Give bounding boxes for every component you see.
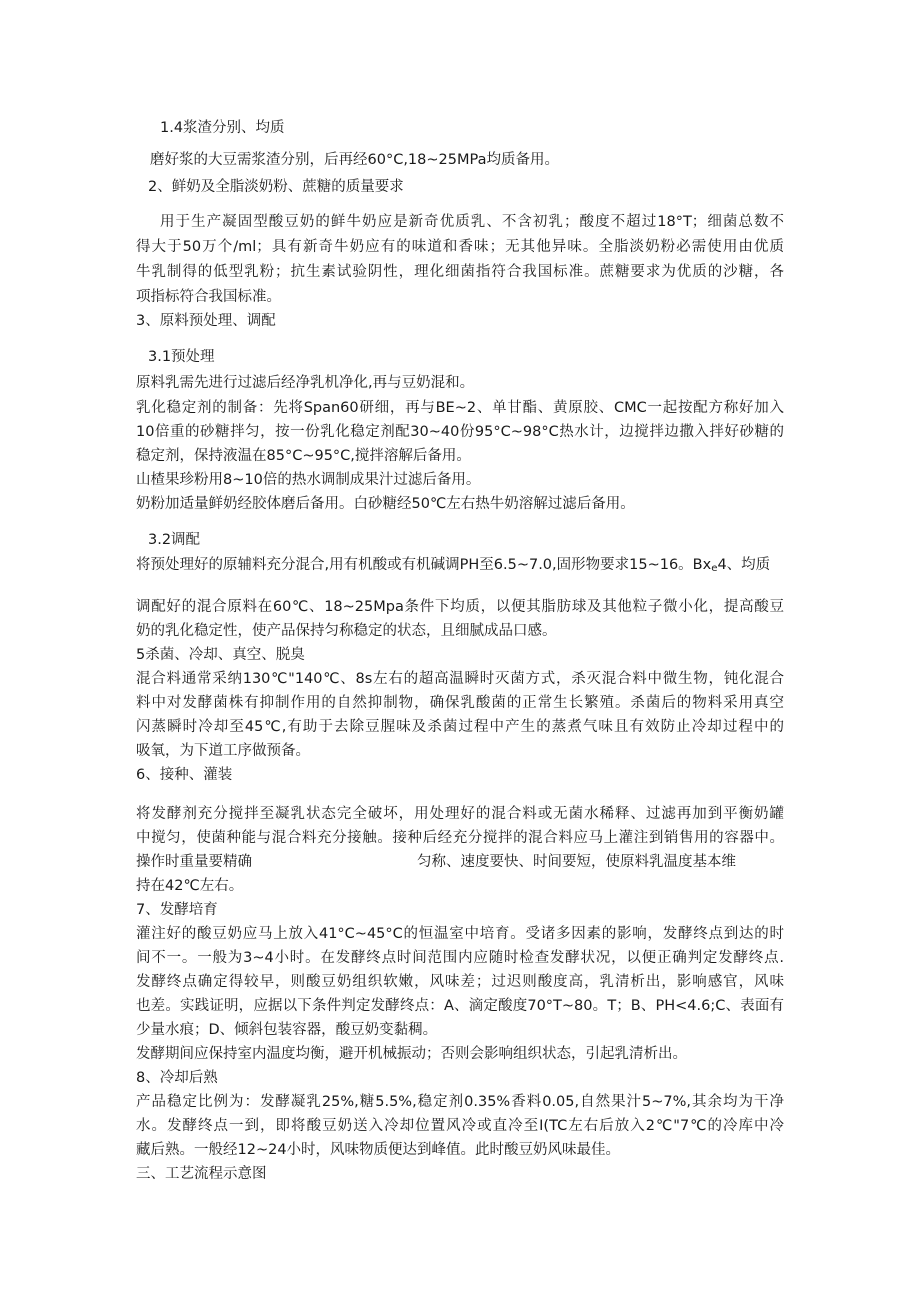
- section-6-line-4: 持在42℃左右。: [136, 878, 244, 894]
- section-5-line: 吸氧，为下道工序做预备。: [136, 743, 310, 759]
- section-3-2-line-1-subscript: e: [711, 563, 718, 574]
- section-3-1-line: 乳化稳定剂的制备：先将Span60研细，再与BE~2、单甘酯、黄原胶、CMC一起按配方称好加入: [136, 400, 784, 416]
- section-7-line: 间不一。一般为3~4小时。在发酵终点时间范围内应随时检查发酵状况，以便正确判定发酵终点.: [136, 950, 784, 966]
- section-7-line: 也差。实践证明，应据以下条件判定发酵终点：A、滴定酸度70°T~80。T；B、PH<4.6;C、表面有: [136, 998, 784, 1014]
- section-3-2-line-1-main: 将预处理好的原辅料充分混合,用有机酸或有机碱调PH至6.5~7.0,固形物要求15~16。Bx: [136, 557, 712, 573]
- section-1-4-heading: 1.4浆渣分别、均质: [160, 120, 285, 136]
- section-8-line: 水。发酵终点一到，即将酸豆奶送入冷却位置风冷或直冷至I(TC左右后放入2℃"7℃的冷库中冷: [136, 1118, 784, 1134]
- section-3-1-line: 稳定剂，保持液温在85°C~95°C,搅拌溶解后备用。: [136, 448, 471, 464]
- section-3-process-diagram-heading: 三、工艺流程示意图: [136, 1166, 267, 1182]
- section-3-2-line: 调配好的混合原料在60℃、18~25Mpa条件下均质，以便其脂肪球及其他粒子微小化，提高酸豆: [136, 599, 784, 615]
- section-5-line: 闪蒸瞬时冷却至45℃,有助于去除豆腥味及杀菌过程中产生的蒸煮气味且有效防止冷却过程中的: [136, 719, 784, 735]
- section-6-line-3b: 匀称、速度要快、时间要短，使原料乳温度基本维: [417, 854, 736, 870]
- section-3-1-heading: 3.1预处理: [148, 349, 215, 365]
- section-7-line: 发酵终点确定得较早，则酸豆奶组织软嫩，风味差；过迟则酸度高，乳清析出，影响感官，风味: [136, 974, 784, 990]
- section-2-line: 项指标符合我国标准。: [136, 289, 281, 305]
- section-8-heading: 8、冷却后熟: [136, 1070, 218, 1086]
- section-1-4-body: 磨好浆的大豆需浆渣分别，后再经60°C,18~25MPa均质备用。: [150, 152, 559, 168]
- section-5-line: 料中对发酵菌株有抑制作用的自然抑制物，确保乳酸菌的正常生长繁殖。杀菌后的物料采用真空: [136, 695, 784, 711]
- section-7-line: 发酵期间应保持室内温度均衡，避开机械振动；否则会影响组织状态，引起乳清析出。: [136, 1046, 687, 1062]
- section-6-line: 中搅匀，使菌种能与混合料充分接触。接种后经充分搅拌的混合料应马上灌注到销售用的容器中。: [136, 830, 784, 846]
- section-6-line: 将发酵剂充分搅拌至凝乳状态完全破坏，用处理好的混合料或无菌水稀释、过滤再加到平衡奶罐: [136, 806, 784, 822]
- section-3-1-line: 10倍重的砂糖拌匀，按一份乳化稳定剂配30~40份95°C~98°C热水计，边搅拌边撒入拌好砂糖的: [136, 424, 784, 440]
- section-7-line: 灌注好的酸豆奶应马上放入41°C~45°C的恒温室中培育。受诸多因素的影响，发酵终点到达的时: [136, 926, 784, 942]
- section-3-2-line: 奶的乳化稳定性，使产品保持匀称稳定的状态，且细腻成品口感。: [136, 623, 557, 639]
- section-3-2-line-1: [136, 555, 770, 579]
- section-6-line-3a: 操作时重量要精确: [136, 854, 252, 870]
- section-7-heading: 7、发酵培育: [136, 902, 218, 918]
- section-7-line: 少量水痕；D、倾斜包装容器，酸豆奶变黏稠。: [136, 1022, 438, 1038]
- section-3-2-heading: 3.2调配: [148, 532, 201, 548]
- section-3-heading: 3、原料预处理、调配: [136, 313, 276, 329]
- section-8-line: 产品稳定比例为：发酵凝乳25%,糖5.5%,稳定剂0.35%香料0.05,自然果汁5~7%,其余均为干净: [136, 1094, 784, 1110]
- section-2-line: 得大于50万个/ml；具有新奇牛奶应有的味道和香味；无其他异味。全脂淡奶粉必需使用由优质: [136, 239, 784, 255]
- section-3-1-line: 山楂果珍粉用8~10倍的热水调制成果汁过滤后备用。: [136, 472, 481, 488]
- section-5-line: 混合料通常采纳130℃"140℃、8s左右的超高温瞬时灭菌方式，杀灭混合料中微生物，钝化混合: [136, 671, 784, 687]
- section-3-1-line: 奶粉加适量鲜奶经胶体磨后备用。白砂糖经50℃左右热牛奶溶解过滤后备用。: [136, 496, 635, 512]
- section-2-line: 牛乳制得的低型乳粉；抗生素试验阴性，理化细菌指符合我国标准。蔗糖要求为优质的沙糖，各: [136, 264, 784, 280]
- section-6-heading: 6、接种、灌装: [136, 767, 233, 783]
- section-3-1-line: 原料乳需先进行过滤后经净乳机净化,再与豆奶混和。: [136, 375, 475, 391]
- section-3-2-line-1-end: 4、均质: [717, 557, 771, 573]
- section-5-heading: 5杀菌、冷却、真空、脱臭: [136, 647, 305, 663]
- section-2-line: 用于生产凝固型酸豆奶的鲜牛奶应是新奇优质乳、不含初乳；酸度不超过18°T；细菌总数不: [160, 214, 784, 230]
- section-8-line: 藏后熟。一般经12~24小时，风味物质便达到峰值。此时酸豆奶风味最佳。: [136, 1142, 621, 1158]
- section-2-heading: 2、鲜奶及全脂淡奶粉、蔗糖的质量要求: [148, 179, 404, 195]
